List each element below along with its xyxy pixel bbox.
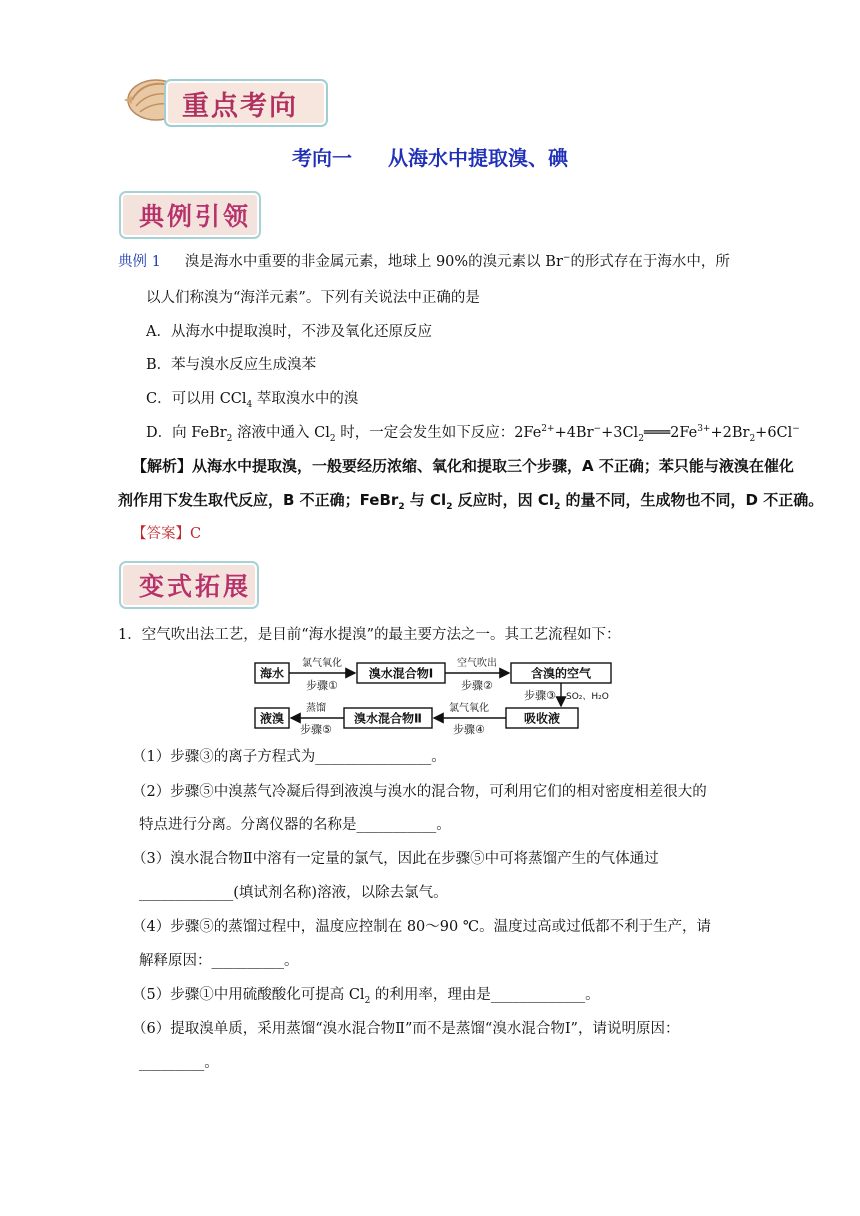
arrow-label-step4-top: 氯气氧化 — [449, 703, 489, 714]
text: 剂作用下发生取代反应，B 不正确；FeBr — [118, 491, 399, 509]
option-a: A．从海水中提取溴时，不涉及氧化还原反应 — [146, 324, 432, 340]
arrow-label-step5-top: 蒸馏 — [306, 703, 326, 714]
page-title — [0, 142, 860, 171]
label-mix2: 溴水混合物Ⅱ — [354, 711, 422, 726]
text: 2 — [638, 433, 644, 444]
text: 2 — [364, 995, 371, 1006]
label-air-bromine: 含溴的空气 — [530, 666, 592, 681]
text: − — [792, 424, 800, 435]
text: （5）步骤①中用硫酸酸化可提高 Cl — [132, 987, 365, 1003]
question-part-3-line-1: （3）溴水混合物Ⅱ中溶有一定量的氯气，因此在步骤⑤中可将蒸馏产生的气体通过 — [132, 851, 659, 867]
banner-title: 变式拓展 — [139, 572, 252, 601]
text: 4 — [246, 399, 253, 410]
question-part-4-line-1: （4）步骤⑤的蒸馏过程中，温度应控制在 80～90 ℃。温度过高或过低都不利于生产，请 — [132, 919, 712, 935]
question-part-2-line-1: （2）步骤⑤中溴蒸气冷凝后得到液溴与溴水的混合物，可利用它们的相对密度相差很大的 — [132, 784, 707, 800]
arrow-label-step2-top: 空气吹出 — [457, 658, 497, 669]
text: ═══2Fe — [643, 425, 698, 441]
section-banner-key-direction — [164, 79, 328, 127]
answer-tag: 【答案】 — [132, 526, 190, 542]
arrow-label-step3: 步骤③ — [524, 689, 556, 702]
text: − — [562, 253, 571, 264]
option-b: B．苯与溴水反应生成溴苯 — [146, 357, 317, 373]
text: 的形式存在于海水中，所 — [570, 254, 730, 270]
text: C．可以用 CCl — [146, 391, 247, 407]
text: +6Cl — [755, 425, 793, 441]
process-flow-diagram — [254, 655, 666, 735]
label-seawater: 海水 — [259, 666, 285, 681]
question-intro: 1．空气吹出法工艺，是目前“海水提溴”的最主要方法之一。其工艺流程如下： — [118, 627, 621, 643]
text: 2 — [398, 502, 405, 512]
banner-title: 重点考向 — [182, 90, 298, 122]
question-part-3-line-2: _____________(填试剂名称)溶液，以除去氯气。 — [139, 885, 448, 901]
question-part-6-line-2: _________。 — [139, 1055, 219, 1071]
question-part-6-line-1: （6）提取溴单质，采用蒸馏“溴水混合物Ⅱ”而不是蒸馏“溴水混合物Ⅰ”，请说明原因： — [132, 1021, 680, 1037]
question-part-5 — [132, 985, 600, 1005]
text: +3Cl — [601, 425, 639, 441]
text: 与 Cl — [404, 491, 447, 509]
text: 萃取溴水中的溴 — [252, 391, 359, 407]
section-banner-example — [119, 191, 261, 239]
arrow-label-step2-bottom: 步骤② — [461, 679, 493, 692]
analysis-tag: 【解析】 — [132, 457, 193, 475]
example-line-1 — [118, 252, 730, 272]
arrow-label-step1-top: 氯气氧化 — [302, 658, 342, 669]
text: 反应时，因 Cl — [452, 491, 555, 509]
banner-title: 典例引领 — [139, 202, 252, 231]
answer-value: C — [190, 526, 202, 542]
arrow-label-step5-bottom: 步骤⑤ — [300, 723, 332, 735]
question-part-4-line-2: 解释原因：__________。 — [139, 953, 299, 969]
analysis-line-2 — [118, 490, 823, 510]
text: 的量不同，生成物也不同，D 不正确。 — [560, 491, 824, 509]
heading-topic: 从海水中提取溴、碘 — [388, 146, 568, 170]
text: 2+ — [541, 424, 555, 435]
text: D．向 FeBr — [146, 425, 227, 441]
label-mix1: 溴水混合物Ⅰ — [368, 666, 434, 681]
text: 2 — [749, 433, 756, 444]
text: 的利用率，理由是_____________。 — [370, 987, 600, 1003]
question-part-2-line-2: 特点进行分离。分离仪器的名称是___________。 — [139, 817, 451, 833]
label-absorbent: 吸收液 — [523, 711, 561, 726]
arrow-label-step1-bottom: 步骤① — [306, 679, 338, 692]
example-line-2: 以人们称溴为“海洋元素”。下列有关说法中正确的是 — [146, 290, 480, 306]
text: 2 — [446, 502, 453, 512]
text: 溶液中通入 Cl — [232, 425, 330, 441]
text: 2 — [226, 433, 233, 444]
example-label: 典例 1 — [118, 254, 161, 270]
arrow-label-step4-bottom: 步骤④ — [453, 723, 485, 735]
text: +4Br — [554, 425, 594, 441]
text: 溴是海水中重要的非金属元素，地球上 90%的溴元素以 Br — [184, 254, 563, 270]
section-banner-variation — [119, 561, 259, 609]
option-c — [146, 389, 358, 409]
text: 从海水中提取溴，一般要经历浓缩、氧化和提取三个步骤，A 不正确；苯只能与液溴在催化 — [192, 457, 794, 475]
question-part-1: （1）步骤③的离子方程式为________________。 — [132, 749, 446, 765]
text: − — [593, 424, 602, 435]
answer-line — [132, 524, 201, 544]
analysis-line-1 — [132, 456, 794, 476]
text: 3+ — [697, 424, 711, 435]
text: 时，一定会发生如下反应：2Fe — [335, 425, 542, 441]
label-liquid-bromine: 液溴 — [259, 711, 285, 726]
option-d — [146, 423, 800, 443]
text: 2 — [329, 433, 336, 444]
heading-direction-number: 考向一 — [292, 146, 352, 170]
text: 2 — [554, 502, 561, 512]
text: +2Br — [710, 425, 750, 441]
arrow-label-step3-reagents: SO₂、H₂O — [566, 692, 609, 702]
